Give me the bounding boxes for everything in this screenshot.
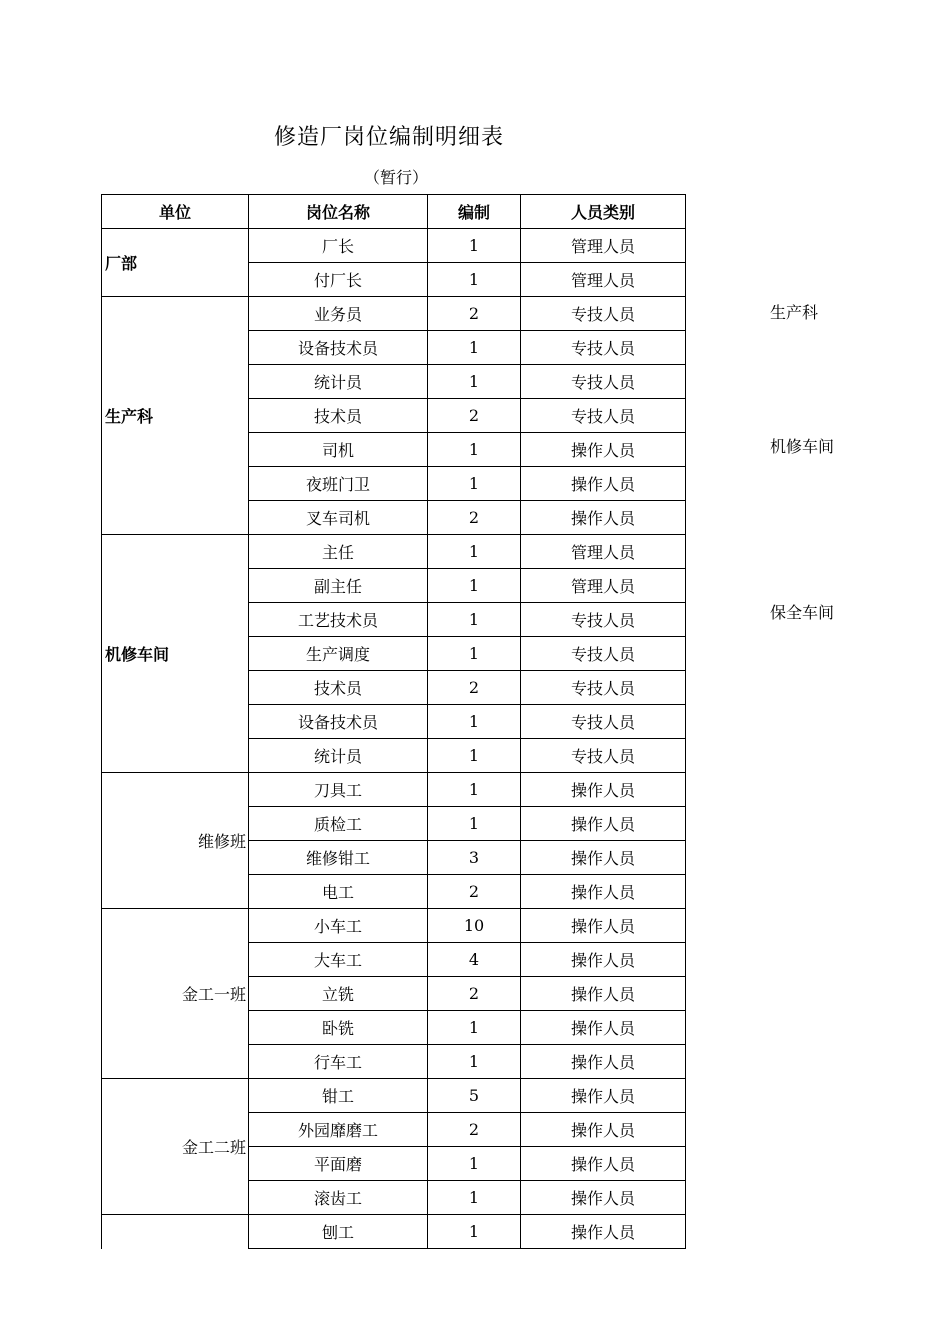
position-cell: 主任	[249, 535, 428, 569]
quota-cell: 2	[428, 297, 521, 331]
staff-type-cell: 操作人员	[521, 433, 686, 467]
position-cell: 行车工	[249, 1045, 428, 1079]
quota-cell: 1	[428, 739, 521, 773]
position-cell: 技术员	[249, 399, 428, 433]
quota-cell: 2	[428, 977, 521, 1011]
position-cell: 副主任	[249, 569, 428, 603]
unit-cell	[102, 1215, 249, 1249]
quota-cell: 1	[428, 1147, 521, 1181]
position-cell: 统计员	[249, 739, 428, 773]
quota-cell: 5	[428, 1079, 521, 1113]
table-header-row	[102, 195, 686, 229]
header-quota: 编制	[428, 195, 521, 229]
position-cell: 刀具工	[249, 773, 428, 807]
quota-cell: 1	[428, 263, 521, 297]
position-cell: 技术员	[249, 671, 428, 705]
quota-cell: 1	[428, 535, 521, 569]
staff-type-cell: 专技人员	[521, 603, 686, 637]
table-row	[102, 297, 686, 331]
position-cell: 维修钳工	[249, 841, 428, 875]
quota-cell: 1	[428, 1215, 521, 1249]
header-staff-type: 人员类别	[521, 195, 686, 229]
position-cell: 统计员	[249, 365, 428, 399]
staff-type-cell: 操作人员	[521, 1113, 686, 1147]
quota-cell: 1	[428, 637, 521, 671]
position-cell: 业务员	[249, 297, 428, 331]
table-row	[102, 1215, 686, 1249]
table-row	[102, 229, 686, 263]
position-cell: 外园靡磨工	[249, 1113, 428, 1147]
quota-cell: 2	[428, 501, 521, 535]
staff-type-cell: 管理人员	[521, 569, 686, 603]
position-cell: 叉车司机	[249, 501, 428, 535]
staffing-table	[101, 194, 686, 1249]
position-cell: 立铣	[249, 977, 428, 1011]
staff-type-cell: 操作人员	[521, 1215, 686, 1249]
quota-cell: 3	[428, 841, 521, 875]
staff-type-cell: 专技人员	[521, 331, 686, 365]
staff-type-cell: 专技人员	[521, 739, 686, 773]
quota-cell: 1	[428, 773, 521, 807]
quota-cell: 2	[428, 399, 521, 433]
staff-type-cell: 操作人员	[521, 1147, 686, 1181]
position-cell: 平面磨	[249, 1147, 428, 1181]
unit-cell: 生产科	[102, 297, 249, 535]
position-cell: 钳工	[249, 1079, 428, 1113]
staff-type-cell: 操作人员	[521, 875, 686, 909]
position-cell: 设备技术员	[249, 331, 428, 365]
table-row	[102, 773, 686, 807]
page-title: 修造厂岗位编制明细表	[274, 125, 505, 150]
position-cell: 工艺技术员	[249, 603, 428, 637]
quota-cell: 2	[428, 671, 521, 705]
position-cell: 卧铣	[249, 1011, 428, 1045]
position-cell: 生产调度	[249, 637, 428, 671]
quota-cell: 1	[428, 1181, 521, 1215]
staff-type-cell: 管理人员	[521, 535, 686, 569]
quota-cell: 1	[428, 1045, 521, 1079]
staff-type-cell: 操作人员	[521, 807, 686, 841]
quota-cell: 1	[428, 331, 521, 365]
staff-type-cell: 操作人员	[521, 977, 686, 1011]
staff-type-cell: 操作人员	[521, 841, 686, 875]
position-cell: 电工	[249, 875, 428, 909]
quota-cell: 1	[428, 569, 521, 603]
staff-type-cell: 操作人员	[521, 1011, 686, 1045]
staff-type-cell: 操作人员	[521, 1045, 686, 1079]
quota-cell: 1	[428, 1011, 521, 1045]
quota-cell: 1	[428, 807, 521, 841]
staff-type-cell: 专技人员	[521, 297, 686, 331]
page-subtitle: （暂行）	[364, 168, 429, 187]
table-row	[102, 909, 686, 943]
staff-type-cell: 操作人员	[521, 501, 686, 535]
position-cell: 设备技术员	[249, 705, 428, 739]
position-cell: 滚齿工	[249, 1181, 428, 1215]
quota-cell: 1	[428, 365, 521, 399]
table-row	[102, 535, 686, 569]
position-cell: 小车工	[249, 909, 428, 943]
side-label-maintenance-workshop: 保全车间	[770, 603, 835, 622]
header-unit: 单位	[102, 195, 249, 229]
quota-cell: 1	[428, 229, 521, 263]
side-label-repair-workshop: 机修车间	[770, 437, 835, 456]
staff-type-cell: 专技人员	[521, 637, 686, 671]
staff-type-cell: 操作人员	[521, 1181, 686, 1215]
table-body	[102, 229, 686, 1249]
staff-type-cell: 操作人员	[521, 909, 686, 943]
staff-type-cell: 管理人员	[521, 229, 686, 263]
quota-cell: 2	[428, 875, 521, 909]
staff-type-cell: 专技人员	[521, 705, 686, 739]
quota-cell: 1	[428, 705, 521, 739]
unit-cell: 厂部	[102, 229, 249, 297]
unit-cell: 金工二班	[102, 1079, 249, 1215]
unit-cell: 金工一班	[102, 909, 249, 1079]
staff-type-cell: 操作人员	[521, 943, 686, 977]
quota-cell: 1	[428, 603, 521, 637]
quota-cell: 4	[428, 943, 521, 977]
staff-type-cell: 操作人员	[521, 1079, 686, 1113]
quota-cell: 1	[428, 433, 521, 467]
position-cell: 付厂长	[249, 263, 428, 297]
header-position: 岗位名称	[249, 195, 428, 229]
position-cell: 司机	[249, 433, 428, 467]
staff-type-cell: 管理人员	[521, 263, 686, 297]
staff-type-cell: 操作人员	[521, 773, 686, 807]
staff-type-cell: 操作人员	[521, 467, 686, 501]
side-label-production: 生产科	[770, 303, 819, 322]
quota-cell: 2	[428, 1113, 521, 1147]
quota-cell: 10	[428, 909, 521, 943]
position-cell: 大车工	[249, 943, 428, 977]
table-row	[102, 1079, 686, 1113]
position-cell: 质检工	[249, 807, 428, 841]
quota-cell: 1	[428, 467, 521, 501]
staff-type-cell: 专技人员	[521, 399, 686, 433]
position-cell: 刨工	[249, 1215, 428, 1249]
unit-cell: 维修班	[102, 773, 249, 909]
staff-type-cell: 专技人员	[521, 671, 686, 705]
position-cell: 厂长	[249, 229, 428, 263]
position-cell: 夜班门卫	[249, 467, 428, 501]
unit-cell: 机修车间	[102, 535, 249, 773]
staff-type-cell: 专技人员	[521, 365, 686, 399]
